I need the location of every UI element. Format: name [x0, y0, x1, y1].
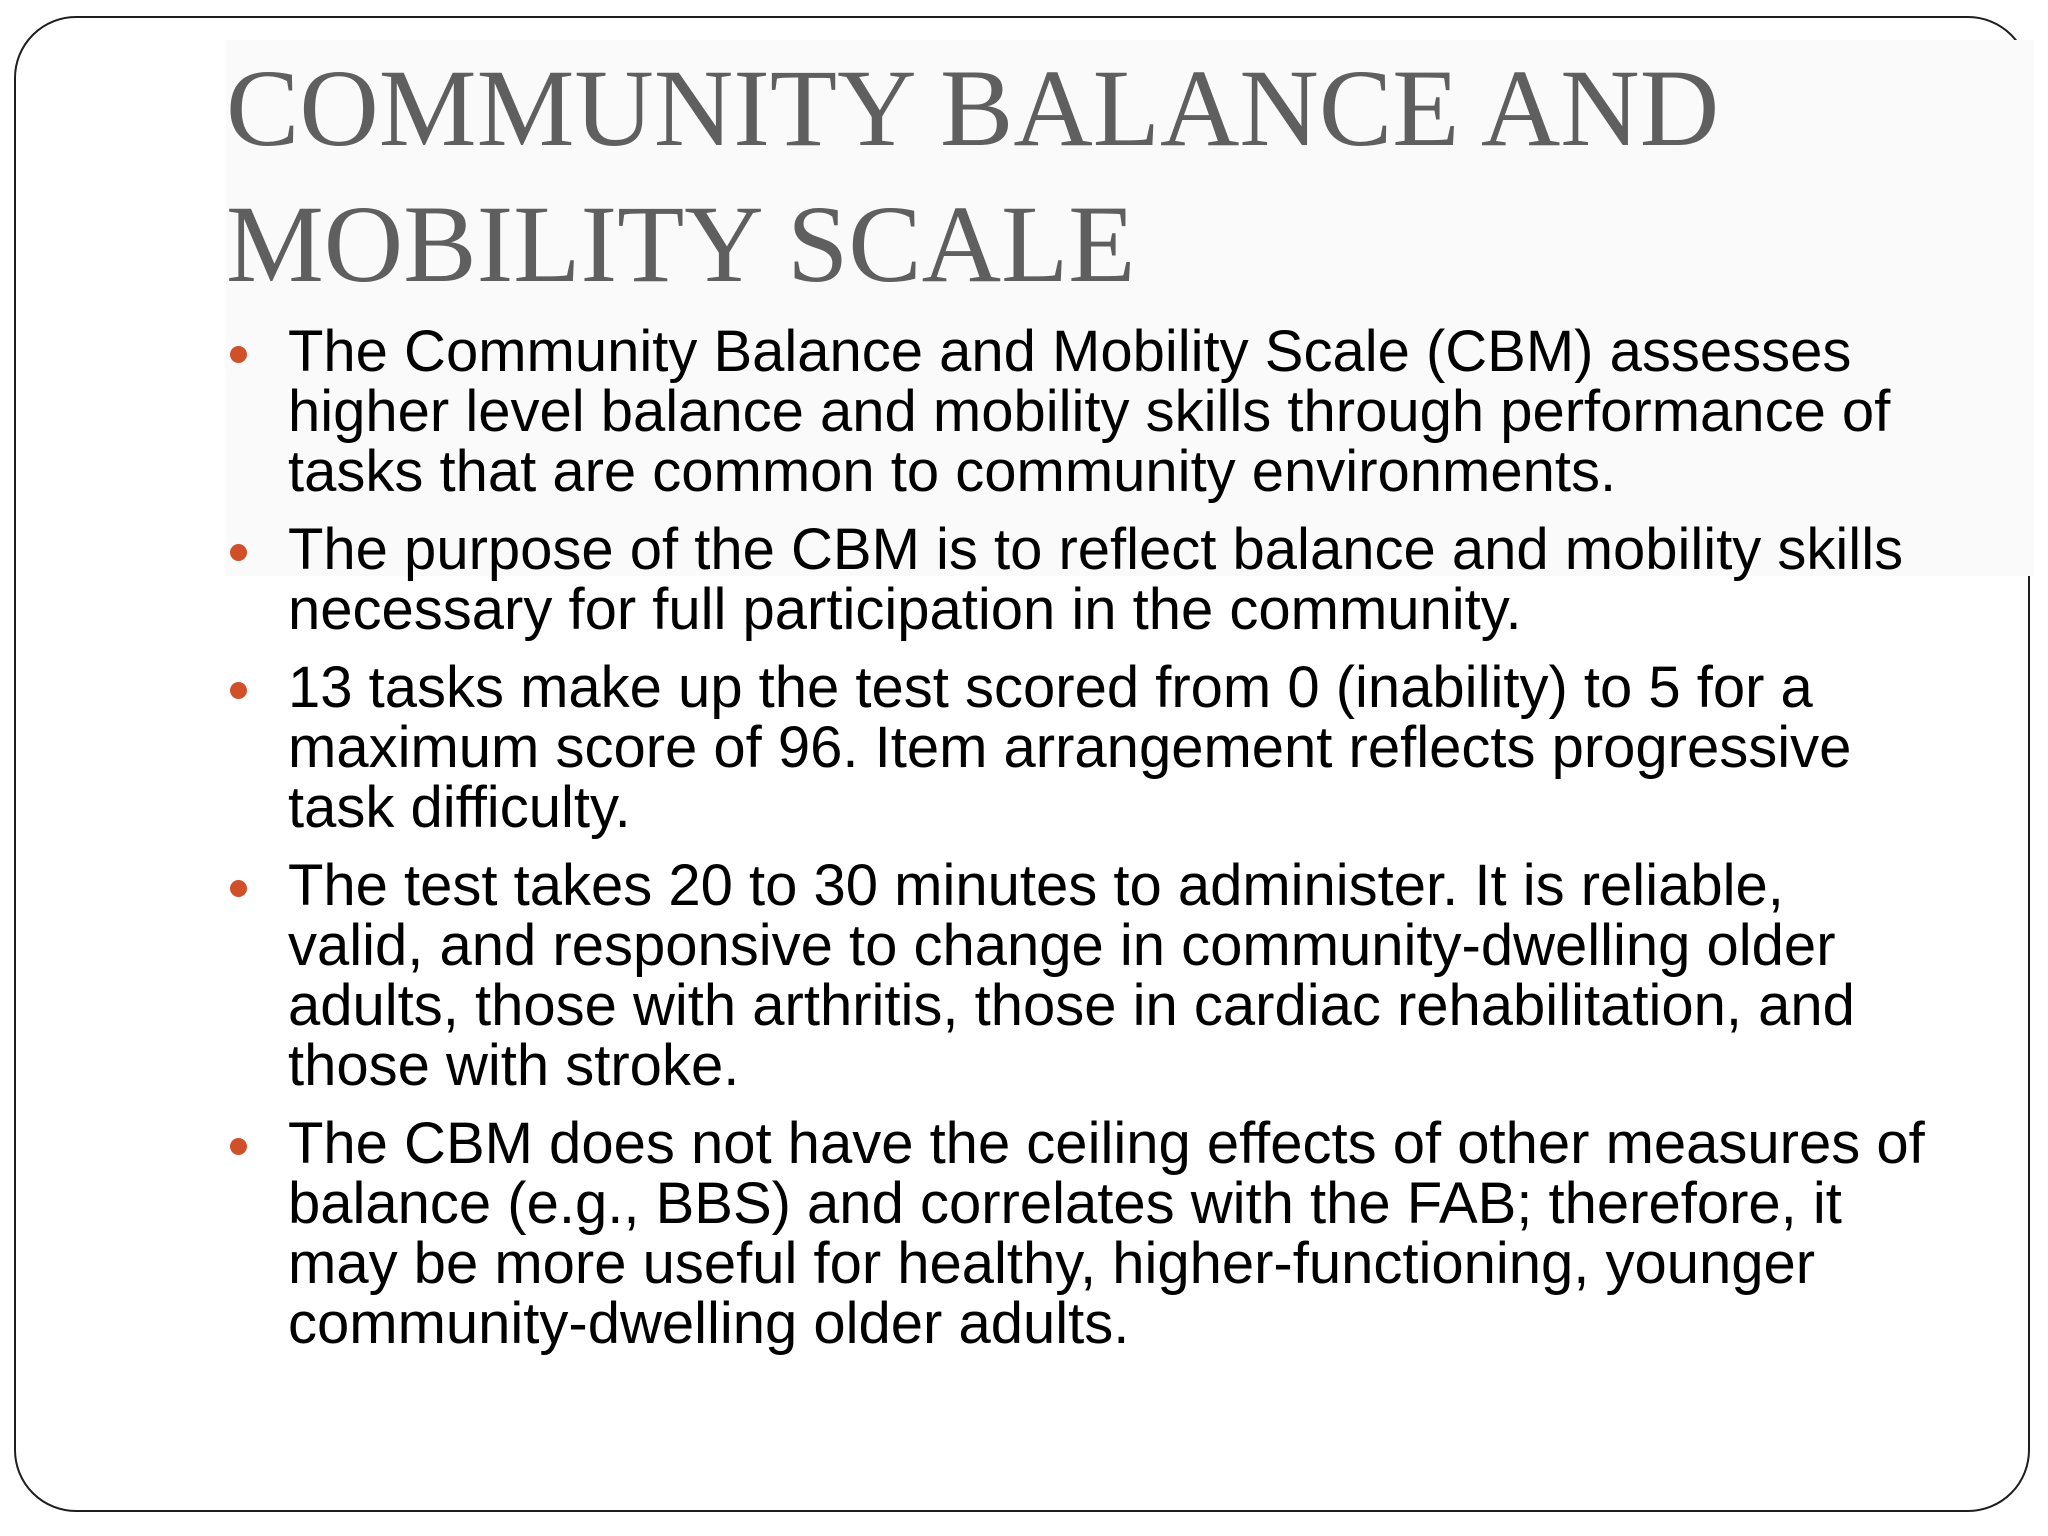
bullet-text: The CBM does not have the ceiling effects of other measures of balance (e.g., BBS) and correlates with the FAB; therefore, it may be more useful for healthy, higher-functioning, younger community-dwelling older adults.	[288, 1111, 1925, 1356]
bullet-dot-icon	[230, 346, 247, 363]
bullet-dot-icon	[230, 544, 247, 561]
bullet-list	[226, 319, 1926, 1372]
bullet-dot-icon	[230, 682, 247, 699]
bullet-text: The test takes 20 to 30 minutes to administer. It is reliable, valid, and responsive to change in community-dwelling older adults, those with arthritis, those in cardiac rehabilitation, and those with stroke.	[288, 853, 1855, 1098]
bullet-item	[226, 1111, 1926, 1356]
bullet-dot-icon	[230, 1138, 247, 1155]
bullet-item	[226, 517, 1926, 642]
bullet-item	[226, 853, 1926, 1098]
bullet-text: The Community Balance and Mobility Scale (CBM) assesses higher level balance and mobility skills through performance of tasks that are common to community environments.	[288, 319, 1891, 504]
slide-title: COMMUNITY BALANCE AND MOBILITY SCALE	[226, 47, 1720, 305]
bullet-item	[226, 655, 1926, 840]
bullet-text: The purpose of the CBM is to reflect balance and mobility skills necessary for full participation in the community.	[288, 517, 1904, 642]
bullet-text: 13 tasks make up the test scored from 0 (inability) to 5 for a maximum score of 96. Item arrangement reflects progressive task difficulty.	[288, 655, 1852, 840]
bullet-dot-icon	[230, 880, 247, 897]
bullet-item	[226, 319, 1926, 504]
